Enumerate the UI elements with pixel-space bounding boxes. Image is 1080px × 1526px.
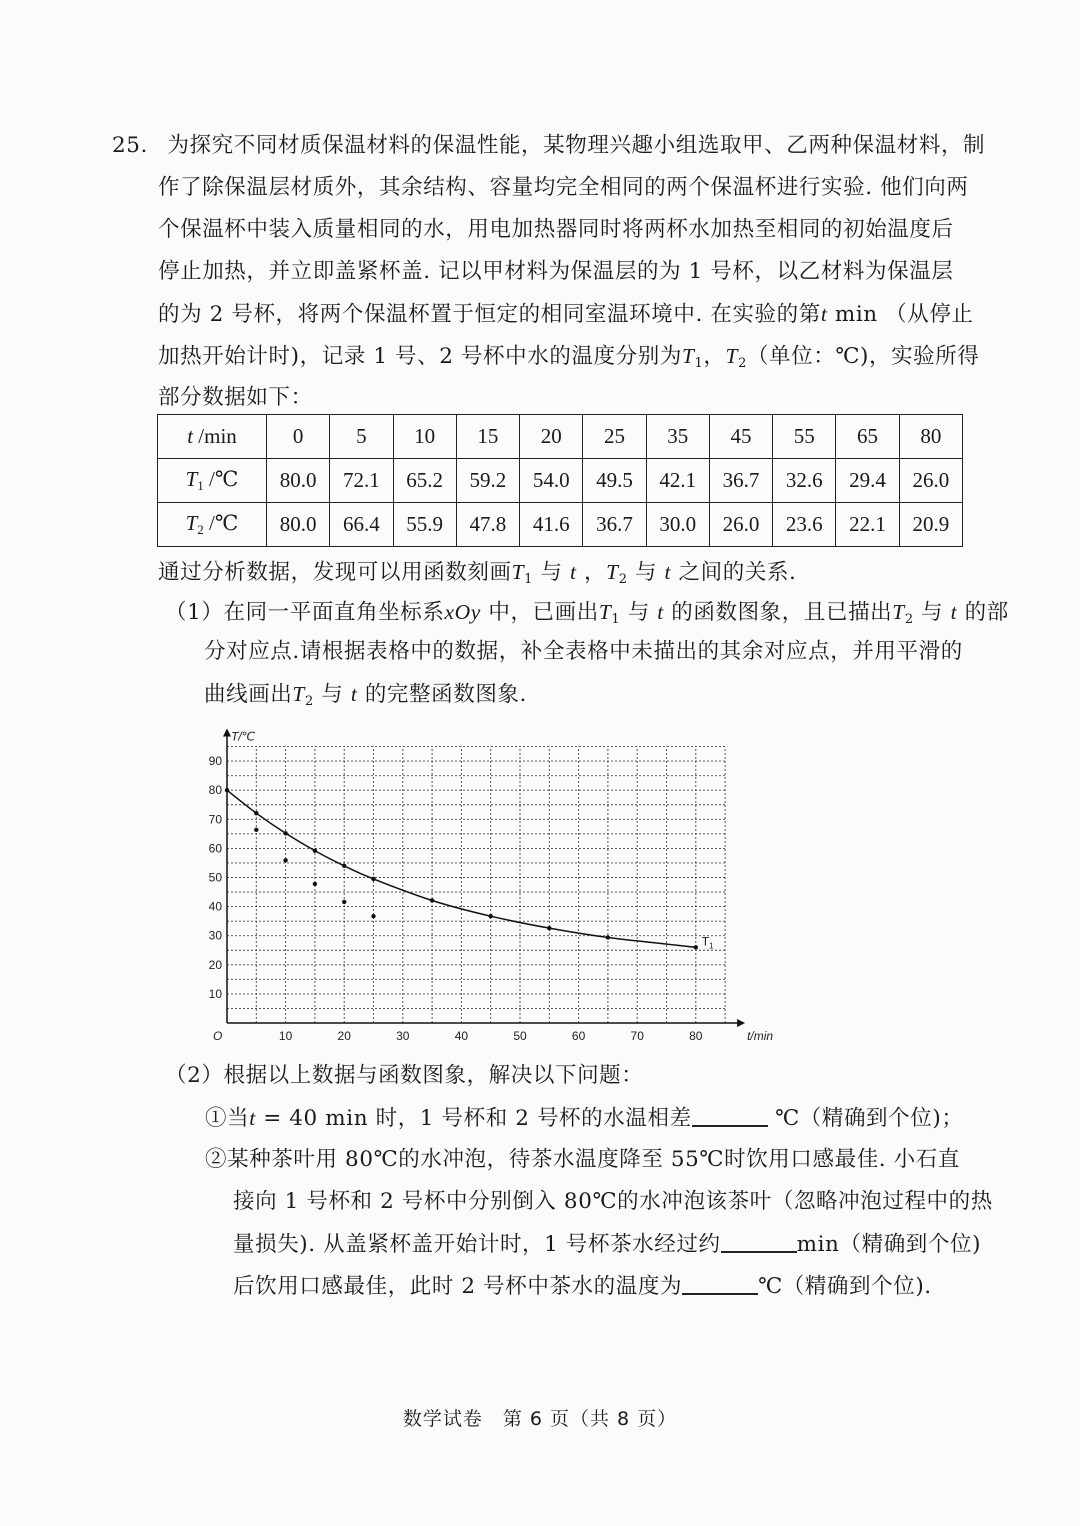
table-cell: 5 [330,415,393,459]
with-word: 与 [913,600,951,625]
var-t: t [249,1106,256,1130]
problem-line-4: 停止加热，并立即盖紧杯盖. 记以甲材料为保温层的为 1 号杯，以乙材料为保温层 [158,259,954,284]
table-cell: 41.6 [520,503,583,547]
table-cell: 42.1 [646,459,709,503]
temperature-chart [200,725,780,1050]
header-var: t [187,424,194,448]
table-cell: 35 [646,415,709,459]
origin-label: O [213,1029,223,1043]
table-cell: 36.7 [709,459,772,503]
q2-item-2-line-2: 接向 1 号杯和 2 号杯中分别倒入 80℃的水冲泡该茶叶（忽略冲泡过程中的热 [233,1189,993,1214]
separator: ， [576,560,607,585]
after-table-text [158,557,797,595]
x-tick-label: 60 [571,1029,586,1043]
table-cell: 80.0 [267,459,330,503]
with-word: 与 [620,600,658,625]
item1-lead: ①当 [205,1106,250,1131]
with-word: 与 [313,682,351,707]
x-tick-label: 30 [396,1029,410,1043]
var-T1: T [598,600,612,624]
table-cell: 36.7 [583,503,646,547]
header-unit: /min [193,424,237,448]
table-cell: 32.6 [773,459,836,503]
sub-1: 1 [694,356,704,371]
series-1-point [342,864,346,868]
x-axis-arrow [737,1019,745,1027]
series-1-point [313,849,317,853]
var-t: t [664,560,672,584]
table-cell: 20 [520,415,583,459]
table-cell: 20.9 [899,503,962,547]
series-2-point [254,828,258,832]
series-1-point [371,877,375,881]
header-var: T [185,511,198,535]
answer-blank-2[interactable] [721,1229,797,1253]
with-word: 与 [627,560,665,585]
var-T2: T [292,682,305,706]
series-1-point [283,831,287,835]
table-cell: 47.8 [456,503,519,547]
table-cell: 65.2 [393,459,456,503]
var-T1: T [511,560,525,584]
problem-line-5-text: 的为 2 号杯，将两个保温杯置于恒定的相同室温环境中. 在实验的第 [158,302,821,327]
q2-intro: （2）根据以上数据与函数图象，解决以下问题： [165,1063,644,1088]
problem-line-1 [112,131,985,161]
q1-text: 中，已画出 [480,600,599,625]
table-cell: 45 [709,415,772,459]
table-header-T2 [158,503,267,547]
answer-blank-3[interactable] [682,1271,758,1295]
y-tick-label: 20 [208,957,222,972]
var-t: t [950,600,958,624]
q2-item-2-line-3 [233,1229,981,1260]
table-cell: 23.6 [773,503,836,547]
table-cell: 15 [456,415,519,459]
table-cell: 22.1 [836,503,899,547]
table-cell: 0 [267,415,330,459]
problem-line-6 [158,341,979,379]
x-tick-label: 40 [454,1029,469,1043]
table-header-T1 [158,459,267,503]
series-1-point [694,945,698,949]
sub-1: 1 [611,612,621,627]
q2-item-2-line-1: ②某种茶叶用 80℃的水冲泡，待茶水温度降至 55℃时饮用口感最佳. 小石直 [205,1147,960,1172]
item2-text: 后饮用口感最佳，此时 2 号杯中茶水的温度为 [233,1274,683,1299]
table-cell: 65 [836,415,899,459]
table-cell: 55 [773,415,836,459]
series-1-point [225,788,229,792]
series-2-point [283,858,287,862]
x-axis-label: t/min [747,1029,774,1043]
q1-line-3 [204,679,527,717]
series-2-point [342,900,346,904]
var-T1: T [681,344,695,368]
y-tick-label: 10 [208,986,222,1001]
sub-2: 2 [304,694,314,709]
y-axis-label: T/℃ [231,729,256,744]
with-word: 与 [533,560,571,585]
x-tick-label: 20 [337,1029,351,1043]
table-cell: 80.0 [267,503,330,547]
table-cell: 26.0 [709,503,772,547]
problem-text: 为探究不同材质保温材料的保温性能，某物理兴趣小组选取甲、乙两种保温材料，制 [167,133,986,158]
table-cell: 30.0 [646,503,709,547]
table-cell: 72.1 [330,459,393,503]
header-unit: /℃ [203,511,239,535]
x-tick-label: 70 [630,1029,644,1043]
after-table-lead: 通过分析数据，发现可以用函数刻画 [158,560,512,585]
series-1-point [430,898,434,902]
coord-system: xOy [444,600,481,624]
problem-line-3: 个保温杯中装入质量相同的水，用电加热器同时将两杯水加热至相同的初始温度后 [158,217,954,242]
y-tick-label: 50 [208,870,222,885]
q1-lead: （1）在同一平面直角坐标系 [165,600,445,625]
table-cell: 10 [393,415,456,459]
table-cell: 25 [583,415,646,459]
var-T2: T [606,560,619,584]
table-header-t [158,415,267,459]
y-tick-label: 30 [208,928,222,943]
series-1-point [489,914,493,918]
table-cell: 26.0 [899,459,962,503]
x-tick-label: 50 [513,1029,527,1043]
item1-tail: ℃（精确到个位)； [767,1106,964,1131]
sub-2: 2 [738,356,747,371]
table-cell: 54.0 [520,459,583,503]
problem-line-6-text: 加热开始计时)，记录 1 号、2 号杯中水的温度分别为 [158,344,682,369]
problem-line-2: 作了除保温层材质外，其余结构、容量均完全相同的两个保温杯进行实验. 他们向两 [158,175,969,200]
problem-line-5-tail: min （从停止 [827,302,974,327]
y-axis-arrow [223,729,231,737]
table-cell: 80 [899,415,962,459]
series-1-point [606,935,610,939]
item1-text: = 40 min 时，1 号杯和 2 号杯的水温相差 [255,1106,692,1131]
q2-item-1 [205,1103,963,1134]
sub-1: 1 [524,572,534,587]
table-cell: 29.4 [836,459,899,503]
table-cell: 49.5 [583,459,646,503]
var-t: t [350,682,358,706]
problem-number: 25. [112,133,148,158]
x-tick-label: 10 [278,1029,293,1043]
y-tick-label: 40 [208,899,222,914]
var-T2: T [725,344,739,368]
header-sub: 1 [197,478,204,493]
header-var: T [185,467,198,491]
y-tick-label: 70 [208,812,222,827]
problem-line-6-tail: （单位：℃)，实验所得 [746,344,980,369]
item2-unit: ℃（精确到个位). [758,1274,932,1299]
q1-line-1 [165,597,1009,635]
q1-line-2: 分对应点.请根据表格中的数据，补全表格中未描出的其余对应点，并用平滑的 [204,639,963,664]
problem-line-7: 部分数据如下： [158,385,313,410]
problem-line-5 [158,299,974,330]
table-row-t [158,415,963,459]
q1-tail: 的完整函数图象. [357,682,527,707]
var-t: t [820,302,828,326]
q1-tail: 的部 [957,600,1009,625]
header-sub: 2 [197,522,204,537]
series-2-point [371,914,375,918]
table-row-T2 [158,503,963,547]
item2-text: 量损失). 从盖紧杯盖开始计时，1 号杯茶水经过约 [233,1232,721,1257]
sub-2: 2 [904,612,914,627]
q1-lead: 曲线画出 [204,682,293,707]
data-table [157,414,963,547]
series-1-label: $T_1$ [701,934,714,951]
page-footer: 数学试卷 第 6 页（共 8 页） [402,1408,678,1430]
table-cell: 59.2 [456,459,519,503]
after-table-tail: 之间的关系. [671,560,797,585]
table-cell: 55.9 [393,503,456,547]
y-tick-label: 60 [208,841,222,856]
y-tick-label: 80 [208,783,222,798]
x-tick-label: 80 [689,1029,703,1043]
var-t: t [570,560,577,584]
q1-text: 的函数图象，且已描出 [663,600,893,625]
separator: ， [703,344,726,369]
sub-2: 2 [618,572,628,587]
table-row-T1 [158,459,963,503]
q2-item-2-line-4 [233,1271,932,1302]
item2-unit: min（精确到个位) [796,1232,982,1257]
series-2-point [313,882,317,886]
answer-blank-1[interactable] [692,1103,768,1127]
var-T2: T [892,600,905,624]
var-t: t [657,600,664,624]
table-cell: 66.4 [330,503,393,547]
series-1-point [547,926,551,930]
header-unit: /℃ [203,467,239,491]
series-1-point [254,811,258,815]
y-tick-label: 90 [208,754,222,769]
